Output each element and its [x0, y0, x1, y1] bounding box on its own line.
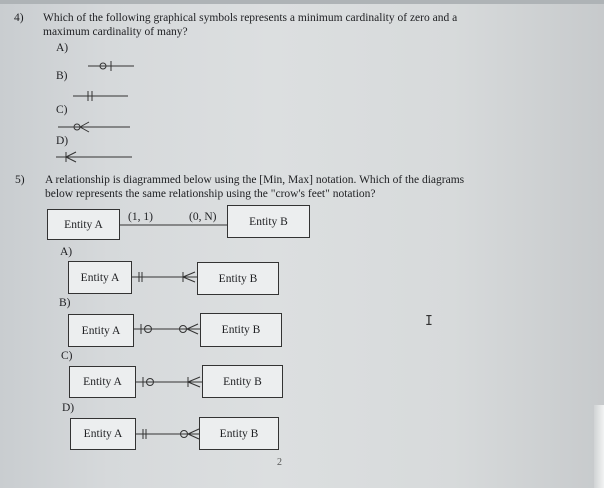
q5-option-c-label: C): [61, 350, 73, 362]
question-4-text-line1: Which of the following graphical symbols represents a minimum cardinality of zero and a: [43, 12, 458, 24]
one-and-only-one-symbol-icon: [73, 90, 128, 102]
q5-option-b-label: B): [59, 297, 71, 309]
option-a-entity-b: Entity B: [197, 262, 279, 295]
option-c-entity-b: Entity B: [202, 365, 283, 398]
question-4-text-line2: maximum cardinality of many?: [43, 26, 188, 38]
main-cardinality-left: (1, 1): [128, 211, 153, 223]
question-4-number: 4): [14, 12, 24, 24]
option-b-entity-b: Entity B: [200, 313, 282, 347]
zero-many-symbol-icon: [58, 120, 130, 134]
q4-option-a-label: A): [56, 42, 69, 54]
option-a-connector-icon: [132, 270, 197, 284]
main-cardinality-right: (0, N): [189, 211, 217, 223]
q5-option-a-label: A): [60, 246, 73, 258]
q5-option-d-label: D): [62, 402, 75, 414]
option-a-entity-a: Entity A: [68, 261, 132, 294]
main-entity-a: Entity A: [47, 209, 120, 240]
q4-option-c-label: C): [56, 104, 68, 116]
option-c-connector-icon: [136, 375, 202, 389]
question-5-text-line2: below represents the same relationship using the "crow's feet" notation?: [45, 188, 376, 200]
option-b-entity-a: Entity A: [68, 314, 134, 347]
q4-option-d-label: D): [56, 135, 69, 147]
main-entity-b: Entity B: [227, 205, 310, 238]
zero-one-symbol-icon: [88, 60, 134, 72]
q4-option-b-label: B): [56, 70, 68, 82]
option-b-connector-icon: [134, 322, 200, 336]
text-cursor-icon: I: [425, 314, 433, 329]
question-5-number: 5): [15, 174, 25, 186]
page-number: 2: [277, 457, 282, 468]
option-d-entity-a: Entity A: [70, 418, 136, 450]
one-many-symbol-icon: [56, 150, 132, 164]
question-5-text-line1: A relationship is diagrammed below using the [Min, Max] notation. Which of the diagrams: [45, 174, 465, 186]
page-fold: [594, 405, 604, 488]
option-d-entity-b: Entity B: [199, 417, 279, 450]
page-top-edge: [0, 0, 604, 4]
option-c-entity-a: Entity A: [69, 366, 136, 398]
option-d-connector-icon: [136, 427, 200, 441]
